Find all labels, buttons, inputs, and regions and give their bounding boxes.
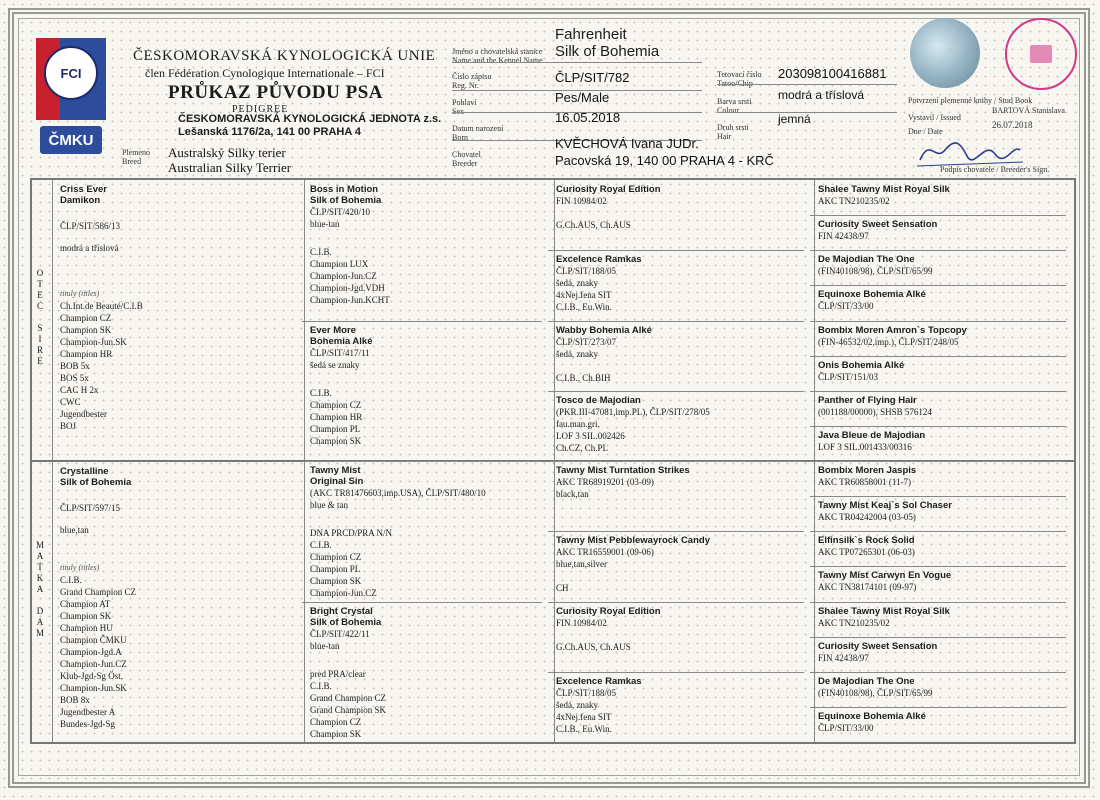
gen3-ancestor-info: ČLP/SIT/188/05 šedá, znaky 4xNej.fena SIT C.I.B., Eu.Win. [556,266,617,313]
gen3-ancestor-name: Curiosity Royal Edition [556,605,661,617]
reg-number: ČLP/SIT/782 [555,70,630,85]
gen4-ancestor-name: Tawny Mist Carwyn En Vogue [818,570,952,582]
gen2-ancestor-name: Boss in Motion Silk of Bohemia [310,184,382,206]
gen3-ancestor-titles: G.Ch.AUS, Ch.AUS [556,220,631,230]
gen2-ancestor-titles: pred PRA/clear C.I.B. Grand Champion CZ Grand Champion SK Champion CZ Champion SK [310,668,386,739]
gen4-ancestor-info: (001188/00000), SHSB 576124 [818,406,932,417]
gen4-cell [818,289,1070,312]
gen3-ancestor-name: Tawny Mist Turntation Strikes [556,465,690,476]
gen4-ancestor-info: AKC TN38174101 (09-97) [818,582,917,593]
breeder-sign-label: Podpis chovatele / Breeder's Sign. [940,165,1050,174]
gen4-ancestor-name: Equinoxe Bohemia Alké [818,710,926,722]
dam-color: blue,tan [60,525,89,535]
gen4-ancestor-name: Bombix Moren Jaspis [818,465,917,476]
reg-label: Číslo zápisu Reg. Nr. [452,72,492,90]
document-title: PRŮKAZ PŮVODU PSA [168,82,384,103]
sex-label: Pohlaví Sex [452,98,477,116]
gen4-ancestor-info: (FIN-46532/02,imp.), ČLP/SIT/248/05 [818,336,959,347]
gen3-ancestor-info: ČLP/SIT/273/07 šedá, znaky [556,336,617,359]
studbook-stamp [1005,18,1077,90]
org-member: člen Fédération Cynologique Internationale – FCI [145,66,385,80]
issued-value: BARTOVÁ Stanislava [992,106,1065,115]
gen4-ancestor-info: FIN 42438/97 [818,652,869,663]
breeder-label: Chovatel Breeder [452,150,481,168]
fci-logo-icon: FCI [44,46,98,100]
gen4-ancestor-info: (FIN40108/98), ČLP/SIT/65/99 [818,687,933,698]
gen4-ancestor-name: Tawny Mist Keaj`s Sol Chaser [818,500,952,512]
gen3-ancestor-titles: C.I.B., Ch.BIH [556,372,611,383]
club-name: ČESKOMORAVSKÁ KYNOLOGICKÁ JEDNOTA z.s. [178,113,442,125]
gen2-cell [310,465,546,599]
cmku-logo-icon: ČMKU [40,126,102,154]
gen2-ancestor-titles: DNA PRCD/PRA N/N C.I.B. Champion CZ Champion PL Champion SK Champion-Jun.CZ [310,528,393,598]
gen3-cell [556,325,808,384]
gen4-ancestor-info: AKC TN210235/02 [818,196,890,206]
name-label: Jméno a chovatelská stanice Name and the Kennel Name [452,47,543,65]
document-subtitle: PEDIGREE [232,104,289,115]
gen2-ancestor-titles: C.I.B. Champion LUX Champion-Jun.CZ Champion-Jgd.VDH Champion-Jun.KCHT [310,247,390,305]
date-label: Dne / Date [908,127,943,136]
dog-name-line2: Silk of Bohemia [555,43,660,60]
gen4-ancestor-name: Curiosity Sweet Sensation [818,219,938,231]
dam-cell [60,466,290,730]
gen3-ancestor-info: FIN 10984/02 [556,196,607,206]
gen2-ancestor-titles: C.I.B. Champion CZ Champion HR Champion PL Champion SK [310,387,363,446]
gen3-ancestor-name: Excelence Ramkas [556,254,642,266]
gen4-ancestor-info: AKC TR04242004 (03-05) [818,512,916,523]
dam-reg: ČLP/SIT/597/15 [60,503,121,513]
gen4-ancestor-info: LOF 3 SIL.001433/00316 [818,441,912,452]
sire-color: modrá a tříslová [60,243,119,253]
gen3-ancestor-info: AKC TR68919201 (03-09) black,tan [556,477,654,499]
gen3-cell [556,535,808,594]
gen4-ancestor-name: Shalee Tawny Mist Royal Silk [818,605,950,617]
hair-label: Druh srsti Hair [717,123,749,141]
gen4-cell [818,465,1070,488]
gen4-cell [818,360,1070,383]
gen4-cell [818,606,1070,629]
gen4-cell [818,219,1070,242]
gen3-cell [556,465,808,512]
sire-titles: Ch.Int.de Beauté/C.I.B Champion CZ Champion SK Champion-Jun.SK Champion HR BOB 5x BOS 5x CAC H 2x CWC Jugendbester BOJ [60,301,143,431]
gen4-cell [818,570,1070,593]
gen4-cell [818,676,1070,699]
chip-label: Tetovací číslo Tatoo/Chip [717,70,762,88]
gen4-ancestor-name: Curiosity Sweet Sensation [818,640,938,652]
gen3-ancestor-titles: G.Ch.AUS, Ch.AUS [556,641,631,652]
breed-en: Australian Silky Terrier [168,160,292,175]
gen3-cell [556,676,808,747]
gen4-ancestor-name: Onis Bohemia Alké [818,359,905,371]
gen4-ancestor-name: Panther of Flying Hair [818,394,917,406]
gen4-ancestor-info: ČLP/SIT/33/00 [818,722,874,733]
date-value: 26.07.2018 [992,120,1033,130]
gen4-ancestor-name: De Majodian The One [818,254,915,266]
gen3-cell [556,395,808,466]
gen4-ancestor-info: AKC TP07265301 (06-03) [818,547,915,558]
gen4-ancestor-name: Java Bleue de Majodian [818,429,926,441]
dog-name-line1: Fahrenheit [555,26,627,43]
sire-name: Criss Ever Damikon [60,184,108,206]
gen2-ancestor-info: ČLP/SIT/417/11 šedá se znaky [310,347,370,370]
gen4-ancestor-info: AKC TR60858001 (11-7) [818,477,911,487]
breeder-name: KVĚCHOVÁ Ivana JUDr. [555,136,699,151]
gen2-cell [310,325,546,447]
gen3-cell [556,184,808,231]
gen4-cell [818,395,1070,418]
issued-label: Vystavil / Issued [908,113,961,122]
club-address: Lešanská 1176/2a, 141 00 PRAHA 4 [178,126,362,138]
dam-titles: C.I.B. Grand Champion CZ Champion AT Champion SK Champion HU Champion ČMKU Champion-Jgd.A Champion-Jun.CZ Klub-Jgd-Sg Öst. Champion-Jun.SK BOB 8x Jugendbester A Bundes-Jgd-Sg [60,575,136,729]
gen3-ancestor-name: Wabby Bohemia Alké [556,324,652,336]
gen4-ancestor-info: ČLP/SIT/33/00 [818,301,874,312]
gen3-ancestor-info: FIN 10984/02 [556,617,607,628]
gen4-cell [818,325,1070,348]
gen4-ancestor-name: Elfinsilk`s Rock Solid [818,535,915,547]
gen3-ancestor-titles: CH [556,583,569,594]
gen4-cell [818,535,1070,558]
gen4-cell [818,254,1070,277]
gen3-cell [556,606,808,653]
gen3-ancestor-info: ČLP/SIT/188/05 šedá, znaky 4xNej.fena SIT C.I.B., Eu.Win. [556,687,617,734]
sex-value: Pes/Male [555,90,610,105]
hair-value: jemná [778,112,811,126]
gen3-ancestor-name: Tawny Mist Pebblewayrock Candy [556,535,710,547]
born-value: 16.05.2018 [555,110,621,125]
gen4-ancestor-info: ČLP/SIT/151/03 [818,371,879,382]
gen3-ancestor-info: AKC TR16559001 (09-06) blue,tan,silver [556,547,654,570]
gen3-ancestor-name: Tosco de Majodian [556,394,641,406]
colour-value: modrá a tříslová [778,88,865,102]
gen4-ancestor-name: De Majodian The One [818,675,915,687]
org-name: ČESKOMORAVSKÁ KYNOLOGICKÁ UNIE [133,48,436,64]
dam-titles-label: tituly (titles) [60,563,100,572]
gen4-ancestor-info: (FIN40108/98), ČLP/SIT/65/99 [818,266,933,277]
breed-cz: Australský Silky terier [168,145,286,160]
gen2-ancestor-info: ČLP/SIT/422/11 blue-tan [310,628,370,651]
breeder-address: Pacovská 19, 140 00 PRAHA 4 - KRČ [555,153,774,168]
gen4-ancestor-info: FIN 42438/97 [818,231,869,242]
gen4-ancestor-name: Shalee Tawny Mist Royal Silk [818,184,950,195]
stamp-icon [1030,45,1052,63]
gen4-cell [818,430,1070,453]
born-label: Datum narození Born [452,124,504,142]
gen4-cell [818,500,1070,523]
gen4-ancestor-info: AKC TN210235/02 [818,617,890,628]
gen4-cell [818,184,1070,207]
studbook-label: Potvrzení plemenné knihy / Stud Book [908,96,1033,105]
gen2-ancestor-info: ČLP/SIT/420/10 blue-tan [310,207,371,229]
gen2-cell [310,606,546,740]
sire-reg: ČLP/SIT/586/13 [60,221,121,231]
gen4-cell [818,641,1070,664]
gen4-ancestor-name: Equinoxe Bohemia Alké [818,289,926,301]
gen2-ancestor-name: Ever More Bohemia Alké [310,324,373,347]
dam-side-label: M A T K A D A M [35,540,44,638]
gen2-ancestor-info: (AKC TR81476603,imp.USA), ČLP/SIT/480/10 blue & tan [310,488,486,510]
gen3-cell [556,254,808,325]
chip-value: 203098100416881 [778,66,887,81]
sire-titles-label: tituly (titles) [60,289,100,298]
gen4-ancestor-name: Bombix Moren Amron`s Topcopy [818,324,967,336]
gen2-ancestor-name: Bright Crystal Silk of Bohemia [310,605,382,628]
gen3-ancestor-name: Excelence Ramkas [556,675,642,687]
gen2-cell [310,184,546,306]
colour-label: Barva srsti Colour [717,97,752,115]
breed-label: Plemeno Breed [122,148,150,166]
gen3-ancestor-name: Curiosity Royal Edition [556,184,661,195]
gen4-cell [818,711,1070,734]
dam-name: Crystalline Silk of Bohemia [60,466,132,488]
hologram-seal [910,18,980,88]
fci-cmku-logo [36,38,106,156]
sire-side-label: O T E C S I R E [36,268,44,366]
sire-cell [60,184,290,432]
gen2-ancestor-name: Tawny Mist Original Sin [310,465,364,487]
gen3-ancestor-info: (PKR.III-47081,imp.PL), ČLP/SIT/278/05 fau.man.gri. LOF 3 SIL.002426 Ch.CZ, Ch.PL [556,406,710,453]
